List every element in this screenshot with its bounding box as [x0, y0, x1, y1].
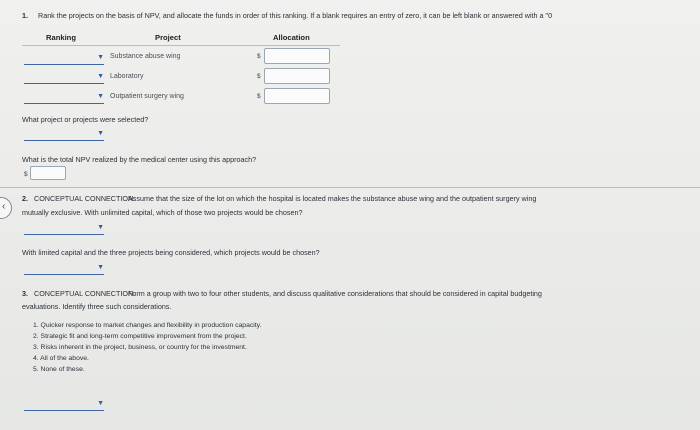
chevron-down-icon: ▼ — [97, 224, 104, 231]
chevron-down-icon: ▼ — [97, 400, 104, 407]
chevron-down-icon: ▼ — [97, 93, 104, 100]
q3-text-line1: Form a group with two to four other students, and discuss qualitative considerations that should be considered in capital budgeting — [128, 289, 542, 298]
currency-symbol-1: $ — [257, 53, 261, 60]
q3-text-line2: evaluations. Identify three such considerations. — [22, 302, 172, 311]
q3-option-4: 4. All of the above. — [33, 355, 89, 362]
q3-number: 3. — [22, 289, 28, 298]
q2-text-line2: mutually exclusive. With unlimited capital, which of those two projects would be chosen? — [22, 208, 303, 217]
npv-input[interactable] — [30, 166, 66, 180]
back-button[interactable] — [0, 197, 12, 219]
q2-text-line1: Assume that the size of the lot on which the hospital is located makes the substance abuse wing and the outpatient surgery wing — [128, 194, 537, 203]
project-label-2: Laboratory — [110, 73, 144, 80]
q3-option-3: 3. Risks inherent in the project, business, or country for the investment. — [33, 344, 247, 351]
header-allocation: Allocation — [273, 33, 310, 42]
considerations-select[interactable] — [24, 398, 104, 411]
limited-capital-select[interactable] — [24, 262, 104, 275]
currency-symbol-2: $ — [257, 73, 261, 80]
selected-projects-select[interactable] — [24, 128, 104, 141]
unlimited-capital-select[interactable] — [24, 222, 104, 235]
q2-label: CONCEPTUAL CONNECTION: — [34, 194, 136, 203]
ranking-select-2[interactable] — [24, 71, 104, 84]
currency-symbol-3: $ — [257, 93, 261, 100]
project-label-1: Substance abuse wing — [110, 53, 181, 60]
q3-option-1: 1. Quicker response to market changes and flexibility in production capacity. — [33, 322, 262, 329]
chevron-down-icon: ▼ — [97, 54, 104, 61]
npv-question: What is the total NPV realized by the medical center using this approach? — [22, 155, 257, 164]
npv-currency-symbol: $ — [24, 171, 28, 178]
chevron-down-icon: ▼ — [97, 73, 104, 80]
table-header-divider — [22, 45, 340, 46]
section-divider — [0, 187, 700, 188]
header-ranking: Ranking — [46, 33, 76, 42]
chevron-down-icon: ▼ — [97, 264, 104, 271]
q3-option-2: 2. Strategic fit and long-term competitive improvement from the project. — [33, 333, 247, 340]
q3-label: CONCEPTUAL CONNECTION: — [34, 289, 136, 298]
chevron-left-icon: ‹ — [2, 201, 6, 212]
allocation-input-1[interactable] — [264, 48, 330, 64]
limited-capital-question: With limited capital and the three projects being considered, which projects would be chosen? — [22, 248, 320, 257]
q1-number: 1. — [22, 11, 28, 20]
project-label-3: Outpatient surgery wing — [110, 93, 184, 100]
selected-projects-question: What project or projects were selected? — [22, 115, 149, 124]
q2-number: 2. — [22, 194, 28, 203]
allocation-input-3[interactable] — [264, 88, 330, 104]
allocation-input-2[interactable] — [264, 68, 330, 84]
q1-prompt: Rank the projects on the basis of NPV, and allocate the funds in order of this ranking. If a blank requires an entry of zero, it can be left blank or answered with a "0 — [38, 11, 553, 20]
q3-option-5: 5. None of these. — [33, 366, 85, 373]
ranking-select-3[interactable] — [24, 91, 104, 104]
ranking-select-1[interactable] — [24, 52, 104, 65]
header-project: Project — [155, 33, 181, 42]
chevron-down-icon: ▼ — [97, 130, 104, 137]
